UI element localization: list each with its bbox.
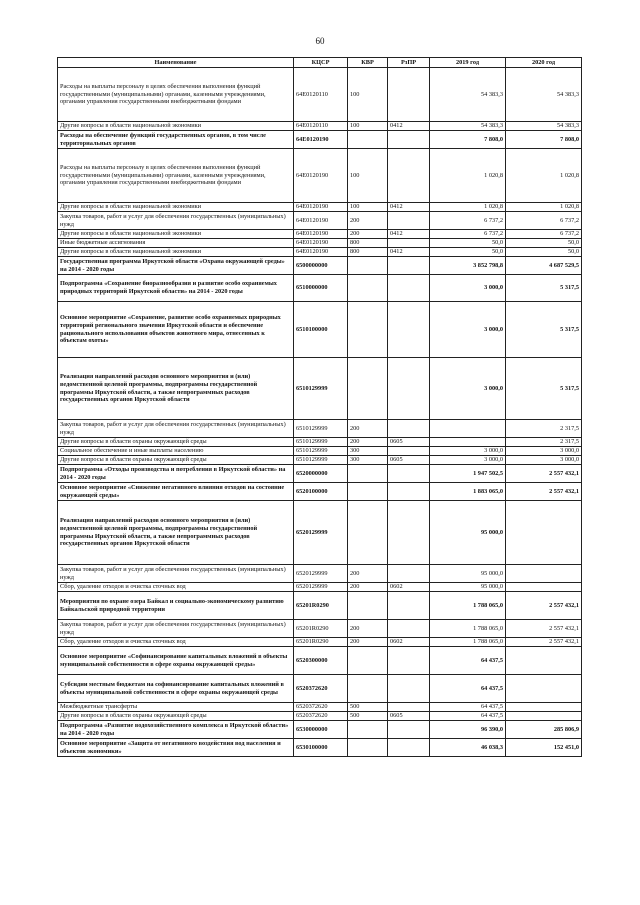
- cell-kcsr: 6520100000: [294, 483, 348, 501]
- table-row: [58, 647, 582, 675]
- cell-kcsr: 6530100000: [294, 739, 348, 757]
- cell-rzpr: [388, 501, 430, 565]
- cell-kvr: 200: [348, 620, 388, 638]
- table-row: [58, 257, 582, 275]
- cell-name: Реализация направлений расходов основного мероприятия и (или) ведомственной целевой программы, подпрограммы государственной программы Иркутской области, а также непрограммных расходов государственных органов Иркутской области: [58, 501, 294, 565]
- cell-rzpr: [388, 675, 430, 703]
- cell-name: Расходы на выплаты персоналу в целях обеспечения выполнения функций государственными (муниципальными) органами, казенными учреждениями, органами управления государственными внебюджетными фондами: [58, 68, 294, 122]
- cell-2020: 2 557 432,1: [506, 483, 582, 501]
- cell-kcsr: 6510129999: [294, 447, 348, 456]
- table-row: [58, 358, 582, 420]
- cell-2019: 3 000,0: [430, 275, 506, 302]
- cell-2019: 3 000,0: [430, 456, 506, 465]
- cell-2020: [506, 647, 582, 675]
- cell-rzpr: 0412: [388, 122, 430, 131]
- cell-2019: 3 852 798,8: [430, 257, 506, 275]
- table-row: [58, 447, 582, 456]
- cell-kvr: 800: [348, 239, 388, 248]
- cell-name: Расходы на выплаты персоналу в целях обеспечения выполнения функций государственными (муниципальными) органами, казенными учреждениями, органами управления государственными внебюджетными фондами: [58, 149, 294, 203]
- cell-2020: 1 020,8: [506, 203, 582, 212]
- cell-rzpr: [388, 592, 430, 620]
- cell-kvr: [348, 131, 388, 149]
- cell-2019: 3 000,0: [430, 447, 506, 456]
- header-kvr: КВР: [348, 58, 388, 68]
- cell-rzpr: [388, 239, 430, 248]
- cell-rzpr: [388, 149, 430, 203]
- cell-2020: 6 737,2: [506, 230, 582, 239]
- table-row: [58, 620, 582, 638]
- cell-rzpr: [388, 565, 430, 583]
- cell-rzpr: [388, 275, 430, 302]
- cell-kvr: 200: [348, 565, 388, 583]
- cell-rzpr: [388, 358, 430, 420]
- cell-kcsr: 64Е0120190: [294, 248, 348, 257]
- cell-kcsr: 64Е0120190: [294, 230, 348, 239]
- cell-kvr: 200: [348, 638, 388, 647]
- cell-kvr: [348, 465, 388, 483]
- cell-kvr: [348, 483, 388, 501]
- cell-2019: 1 947 502,5: [430, 465, 506, 483]
- cell-rzpr: [388, 212, 430, 230]
- cell-kvr: [348, 647, 388, 675]
- cell-kvr: [348, 739, 388, 757]
- cell-2020: 3 000,0: [506, 456, 582, 465]
- cell-2020: 54 383,3: [506, 68, 582, 122]
- cell-2020: 2 557 432,1: [506, 592, 582, 620]
- cell-kcsr: 6500000000: [294, 257, 348, 275]
- page-number: 60: [315, 36, 325, 46]
- cell-kcsr: 6510129999: [294, 358, 348, 420]
- cell-kcsr: 6520372620: [294, 703, 348, 712]
- cell-kvr: [348, 358, 388, 420]
- cell-kcsr: 6520372620: [294, 712, 348, 721]
- cell-kcsr: 64Е0120190: [294, 239, 348, 248]
- table-row: [58, 420, 582, 438]
- cell-2019: [430, 438, 506, 447]
- cell-2019: 3 000,0: [430, 358, 506, 420]
- cell-2020: 5 317,5: [506, 275, 582, 302]
- cell-kvr: 100: [348, 68, 388, 122]
- cell-2019: 1 788 065,0: [430, 638, 506, 647]
- table-row: [58, 465, 582, 483]
- cell-2019: 64 437,5: [430, 675, 506, 703]
- cell-rzpr: [388, 302, 430, 358]
- cell-2020: [506, 501, 582, 565]
- cell-kvr: 800: [348, 248, 388, 257]
- cell-2020: 2 317,5: [506, 438, 582, 447]
- cell-name: Иные бюджетные ассигнования: [58, 239, 294, 248]
- cell-2020: 2 317,5: [506, 420, 582, 438]
- cell-rzpr: [388, 447, 430, 456]
- header-kcsr: КЦСР: [294, 58, 348, 68]
- cell-rzpr: 0602: [388, 638, 430, 647]
- cell-name: Закупка товаров, работ и услуг для обеспечения государственных (муниципальных) нужд: [58, 620, 294, 638]
- cell-kcsr: 6520300000: [294, 647, 348, 675]
- cell-name: Другие вопросы в области национальной экономики: [58, 230, 294, 239]
- table-row: [58, 248, 582, 257]
- table-row: [58, 638, 582, 647]
- table-row: [58, 438, 582, 447]
- cell-name: Мероприятия по охране озера Байкал и социально-экономическому развитию Байкальской природной территории: [58, 592, 294, 620]
- header-2020: 2020 год: [506, 58, 582, 68]
- cell-2020: 3 000,0: [506, 447, 582, 456]
- table-row: [58, 675, 582, 703]
- cell-2020: 54 383,3: [506, 122, 582, 131]
- cell-kcsr: 6520372620: [294, 675, 348, 703]
- cell-name: Другие вопросы в области национальной экономики: [58, 203, 294, 212]
- cell-2019: 46 038,3: [430, 739, 506, 757]
- cell-kvr: [348, 501, 388, 565]
- cell-2020: 50,0: [506, 248, 582, 257]
- header-rzpr: РзПР: [388, 58, 430, 68]
- cell-kvr: [348, 675, 388, 703]
- header-row: [58, 58, 582, 68]
- cell-kcsr: 6510129999: [294, 456, 348, 465]
- header-name: Наименование: [58, 58, 294, 68]
- cell-kcsr: 65201R0290: [294, 620, 348, 638]
- table-row: [58, 456, 582, 465]
- cell-rzpr: 0412: [388, 248, 430, 257]
- cell-name: Основное мероприятие «Снижение негативного влияния отходов на состояние окружающей среды»: [58, 483, 294, 501]
- cell-kvr: 500: [348, 703, 388, 712]
- cell-rzpr: [388, 483, 430, 501]
- cell-kvr: [348, 275, 388, 302]
- cell-name: Реализация направлений расходов основного мероприятия и (или) ведомственной целевой программы, подпрограммы государственной программы Иркутской области, а также непрограммных расходов государственных органов Иркутской области: [58, 358, 294, 420]
- cell-2020: 152 451,0: [506, 739, 582, 757]
- cell-kcsr: 6520129999: [294, 583, 348, 592]
- table-row: [58, 739, 582, 757]
- cell-kvr: 200: [348, 420, 388, 438]
- budget-table: [57, 57, 582, 757]
- table-row: [58, 230, 582, 239]
- table-row: [58, 68, 582, 122]
- cell-2020: 4 687 529,5: [506, 257, 582, 275]
- cell-kcsr: 64Е0120190: [294, 203, 348, 212]
- cell-kcsr: 6510000000: [294, 275, 348, 302]
- cell-kvr: 500: [348, 712, 388, 721]
- cell-2020: 2 557 432,1: [506, 638, 582, 647]
- cell-kcsr: 6510129999: [294, 438, 348, 447]
- cell-kcsr: 6510100000: [294, 302, 348, 358]
- cell-2019: 95 000,0: [430, 565, 506, 583]
- table-row: [58, 703, 582, 712]
- cell-name: Другие вопросы в области национальной экономики: [58, 122, 294, 131]
- cell-kcsr: 6520129999: [294, 565, 348, 583]
- cell-kcsr: 6520129999: [294, 501, 348, 565]
- cell-2019: 1 788 065,0: [430, 592, 506, 620]
- cell-2020: [506, 703, 582, 712]
- cell-name: Закупка товаров, работ и услуг для обеспечения государственных (муниципальных) нужд: [58, 565, 294, 583]
- cell-2019: 6 737,2: [430, 212, 506, 230]
- table-row: [58, 592, 582, 620]
- table-row: [58, 203, 582, 212]
- table-row: [58, 122, 582, 131]
- cell-2020: 285 806,9: [506, 721, 582, 739]
- cell-2020: [506, 712, 582, 721]
- cell-name: Государственная программа Иркутской области «Охрана окружающей среды» на 2014 - 2020 годы: [58, 257, 294, 275]
- table-row: [58, 275, 582, 302]
- cell-rzpr: [388, 68, 430, 122]
- cell-kcsr: 64Е0120110: [294, 68, 348, 122]
- cell-kvr: 200: [348, 438, 388, 447]
- cell-name: Основное мероприятие «Защита от негативного воздействия вод населения и объектов экономики»: [58, 739, 294, 757]
- cell-2019: 1 020,8: [430, 149, 506, 203]
- cell-name: Подпрограмма «Сохранение биоразнообразия и развитие особо охраняемых природных территорий Иркутской области» на 2014 - 2020 годы: [58, 275, 294, 302]
- cell-rzpr: 0602: [388, 583, 430, 592]
- cell-kvr: 100: [348, 149, 388, 203]
- cell-2019: 3 000,0: [430, 302, 506, 358]
- cell-kvr: 100: [348, 203, 388, 212]
- cell-name: Социальное обеспечение и иные выплаты населению: [58, 447, 294, 456]
- cell-kvr: 300: [348, 447, 388, 456]
- cell-2019: 64 437,5: [430, 712, 506, 721]
- cell-name: Расходы на обеспечение функций государственных органов, в том числе территориальных органов: [58, 131, 294, 149]
- cell-kvr: 200: [348, 583, 388, 592]
- table-row: [58, 212, 582, 230]
- cell-kcsr: 65201R0290: [294, 592, 348, 620]
- cell-kcsr: 6530000000: [294, 721, 348, 739]
- cell-2019: 95 000,0: [430, 501, 506, 565]
- cell-rzpr: [388, 420, 430, 438]
- cell-2019: 96 390,0: [430, 721, 506, 739]
- cell-2020: 1 020,8: [506, 149, 582, 203]
- cell-name: Сбор, удаление отходов и очистка сточных вод: [58, 638, 294, 647]
- cell-2020: 2 557 432,1: [506, 465, 582, 483]
- cell-2019: 50,0: [430, 248, 506, 257]
- cell-2019: 1 883 065,0: [430, 483, 506, 501]
- table-row: [58, 149, 582, 203]
- cell-kvr: [348, 592, 388, 620]
- cell-kvr: [348, 257, 388, 275]
- cell-name: Закупка товаров, работ и услуг для обеспечения государственных (муниципальных) нужд: [58, 212, 294, 230]
- cell-2019: 95 000,0: [430, 583, 506, 592]
- cell-2019: 1 788 065,0: [430, 620, 506, 638]
- cell-name: Основное мероприятие «Софинансирование капитальных вложений в объекты муниципальной собственности в сфере охраны окружающей среды»: [58, 647, 294, 675]
- cell-kcsr: 6520000000: [294, 465, 348, 483]
- cell-kvr: [348, 721, 388, 739]
- cell-rzpr: [388, 721, 430, 739]
- table-row: [58, 483, 582, 501]
- cell-rzpr: [388, 739, 430, 757]
- table-row: [58, 565, 582, 583]
- cell-2020: 7 808,0: [506, 131, 582, 149]
- cell-2019: 7 808,0: [430, 131, 506, 149]
- cell-name: Другие вопросы в области национальной экономики: [58, 248, 294, 257]
- cell-2020: 5 317,5: [506, 302, 582, 358]
- cell-rzpr: [388, 257, 430, 275]
- cell-2020: 50,0: [506, 239, 582, 248]
- table-body: [58, 68, 582, 757]
- cell-2019: 6 737,2: [430, 230, 506, 239]
- cell-2019: 1 020,8: [430, 203, 506, 212]
- cell-2019: 64 437,5: [430, 647, 506, 675]
- table-row: [58, 712, 582, 721]
- cell-2020: 5 317,5: [506, 358, 582, 420]
- cell-2019: 54 383,3: [430, 68, 506, 122]
- cell-rzpr: [388, 131, 430, 149]
- cell-name: Закупка товаров, работ и услуг для обеспечения государственных (муниципальных) нужд: [58, 420, 294, 438]
- table-row: [58, 583, 582, 592]
- cell-name: Другие вопросы в области охраны окружающей среды: [58, 456, 294, 465]
- cell-2020: 6 737,2: [506, 212, 582, 230]
- table-row: [58, 501, 582, 565]
- cell-kvr: 300: [348, 456, 388, 465]
- cell-name: Другие вопросы в области охраны окружающей среды: [58, 438, 294, 447]
- cell-2019: 50,0: [430, 239, 506, 248]
- cell-kcsr: 65201R0290: [294, 638, 348, 647]
- table-row: [58, 131, 582, 149]
- cell-2019: [430, 420, 506, 438]
- cell-kcsr: 64Е0120190: [294, 149, 348, 203]
- cell-rzpr: 0605: [388, 712, 430, 721]
- table-row: [58, 721, 582, 739]
- cell-2020: [506, 675, 582, 703]
- cell-kcsr: 64Е0120190: [294, 131, 348, 149]
- cell-name: Основное мероприятие «Сохранение, развитие особо охраняемых природных территорий регионального значения Иркутской области и обеспечение рационального использования объектов животного мира, отнесенных к объектам охоты»: [58, 302, 294, 358]
- cell-name: Субсидии местным бюджетам на софинансирование капитальных вложений в объекты муниципальной собственности в сфере охраны окружающей среды: [58, 675, 294, 703]
- cell-name: Межбюджетные трансферты: [58, 703, 294, 712]
- cell-2020: [506, 565, 582, 583]
- cell-rzpr: [388, 465, 430, 483]
- table-row: [58, 239, 582, 248]
- table-row: [58, 302, 582, 358]
- cell-rzpr: 0605: [388, 456, 430, 465]
- cell-name: Сбор, удаление отходов и очистка сточных вод: [58, 583, 294, 592]
- cell-name: Подпрограмма «Отходы производства и потребления в Иркутской области» на 2014 - 2020 годы: [58, 465, 294, 483]
- cell-kvr: [348, 302, 388, 358]
- cell-rzpr: 0605: [388, 438, 430, 447]
- cell-kvr: 200: [348, 212, 388, 230]
- cell-name: Подпрограмма «Развитие водохозяйственного комплекса в Иркутской области» на 2014 - 2020 годы: [58, 721, 294, 739]
- cell-rzpr: 0412: [388, 203, 430, 212]
- cell-kvr: 100: [348, 122, 388, 131]
- cell-rzpr: [388, 647, 430, 675]
- cell-2019: 54 383,3: [430, 122, 506, 131]
- cell-kvr: 200: [348, 230, 388, 239]
- cell-kcsr: 6510129999: [294, 420, 348, 438]
- cell-kcsr: 64Е0120190: [294, 212, 348, 230]
- cell-2020: [506, 583, 582, 592]
- cell-rzpr: [388, 703, 430, 712]
- cell-rzpr: [388, 620, 430, 638]
- cell-2019: 64 437,5: [430, 703, 506, 712]
- cell-rzpr: 0412: [388, 230, 430, 239]
- cell-2020: 2 557 432,1: [506, 620, 582, 638]
- cell-name: Другие вопросы в области охраны окружающей среды: [58, 712, 294, 721]
- header-2019: 2019 год: [430, 58, 506, 68]
- cell-kcsr: 64Е0120110: [294, 122, 348, 131]
